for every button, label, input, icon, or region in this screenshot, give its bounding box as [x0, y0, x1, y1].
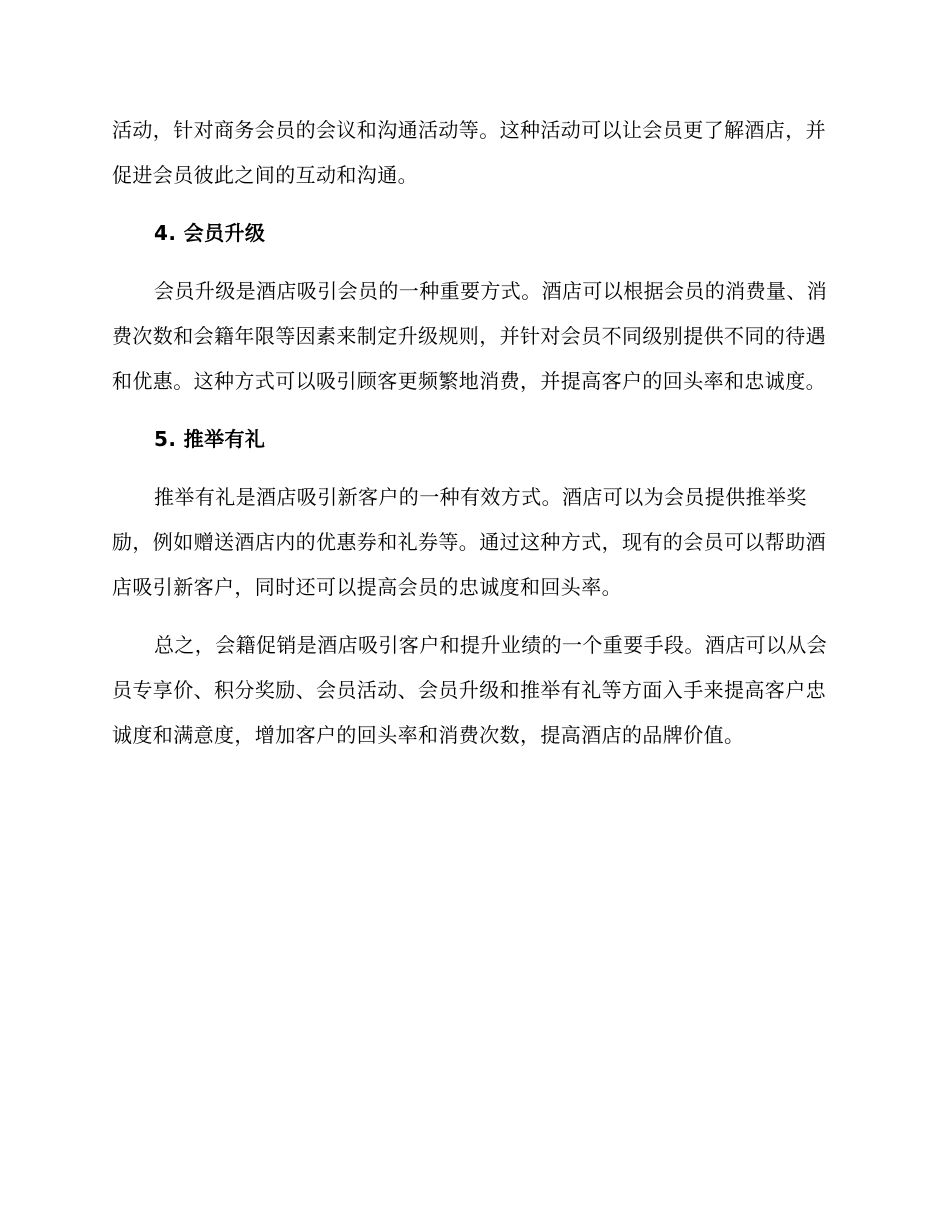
- spacer: [112, 198, 832, 211]
- spacer: [112, 256, 832, 269]
- paragraph-referral-rewards: 推举有礼是酒店吸引新客户的一种有效方式。酒店可以为会员提供推举奖励，例如赠送酒店内的优惠券和礼券等。通过这种方式，现有的会员可以帮助酒店吸引新客户，同时还可以提高会员的忠诚度和回头率。: [112, 485, 826, 599]
- spacer: [112, 404, 832, 417]
- section-heading-member-upgrade: 4. 会员升级: [154, 221, 266, 245]
- spacer: [112, 462, 832, 475]
- document-page: [112, 108, 832, 758]
- spacer: [112, 610, 832, 623]
- paragraph-member-upgrade: 会员升级是酒店吸引会员的一种重要方式。酒店可以根据会员的消费量、消费次数和会籍年限等因素来制定升级规则，并针对会员不同级别提供不同的待遇和优惠。这种方式可以吸引顾客更频繁地消费，并提高客户的回头率和忠诚度。: [112, 279, 828, 393]
- paragraph-continuation: 活动，针对商务会员的会议和沟通活动等。这种活动可以让会员更了解酒店，并促进会员彼此之间的互动和沟通。: [112, 118, 826, 187]
- paragraph-conclusion: 总之，会籍促销是酒店吸引客户和提升业绩的一个重要手段。酒店可以从会员专享价、积分奖励、会员活动、会员升级和推举有礼等方面入手来提高客户忠诚度和满意度，增加客户的回头率和消费次数，提高酒店的品牌价值。: [112, 633, 828, 747]
- section-heading-referral-rewards: 5. 推举有礼: [154, 427, 266, 451]
